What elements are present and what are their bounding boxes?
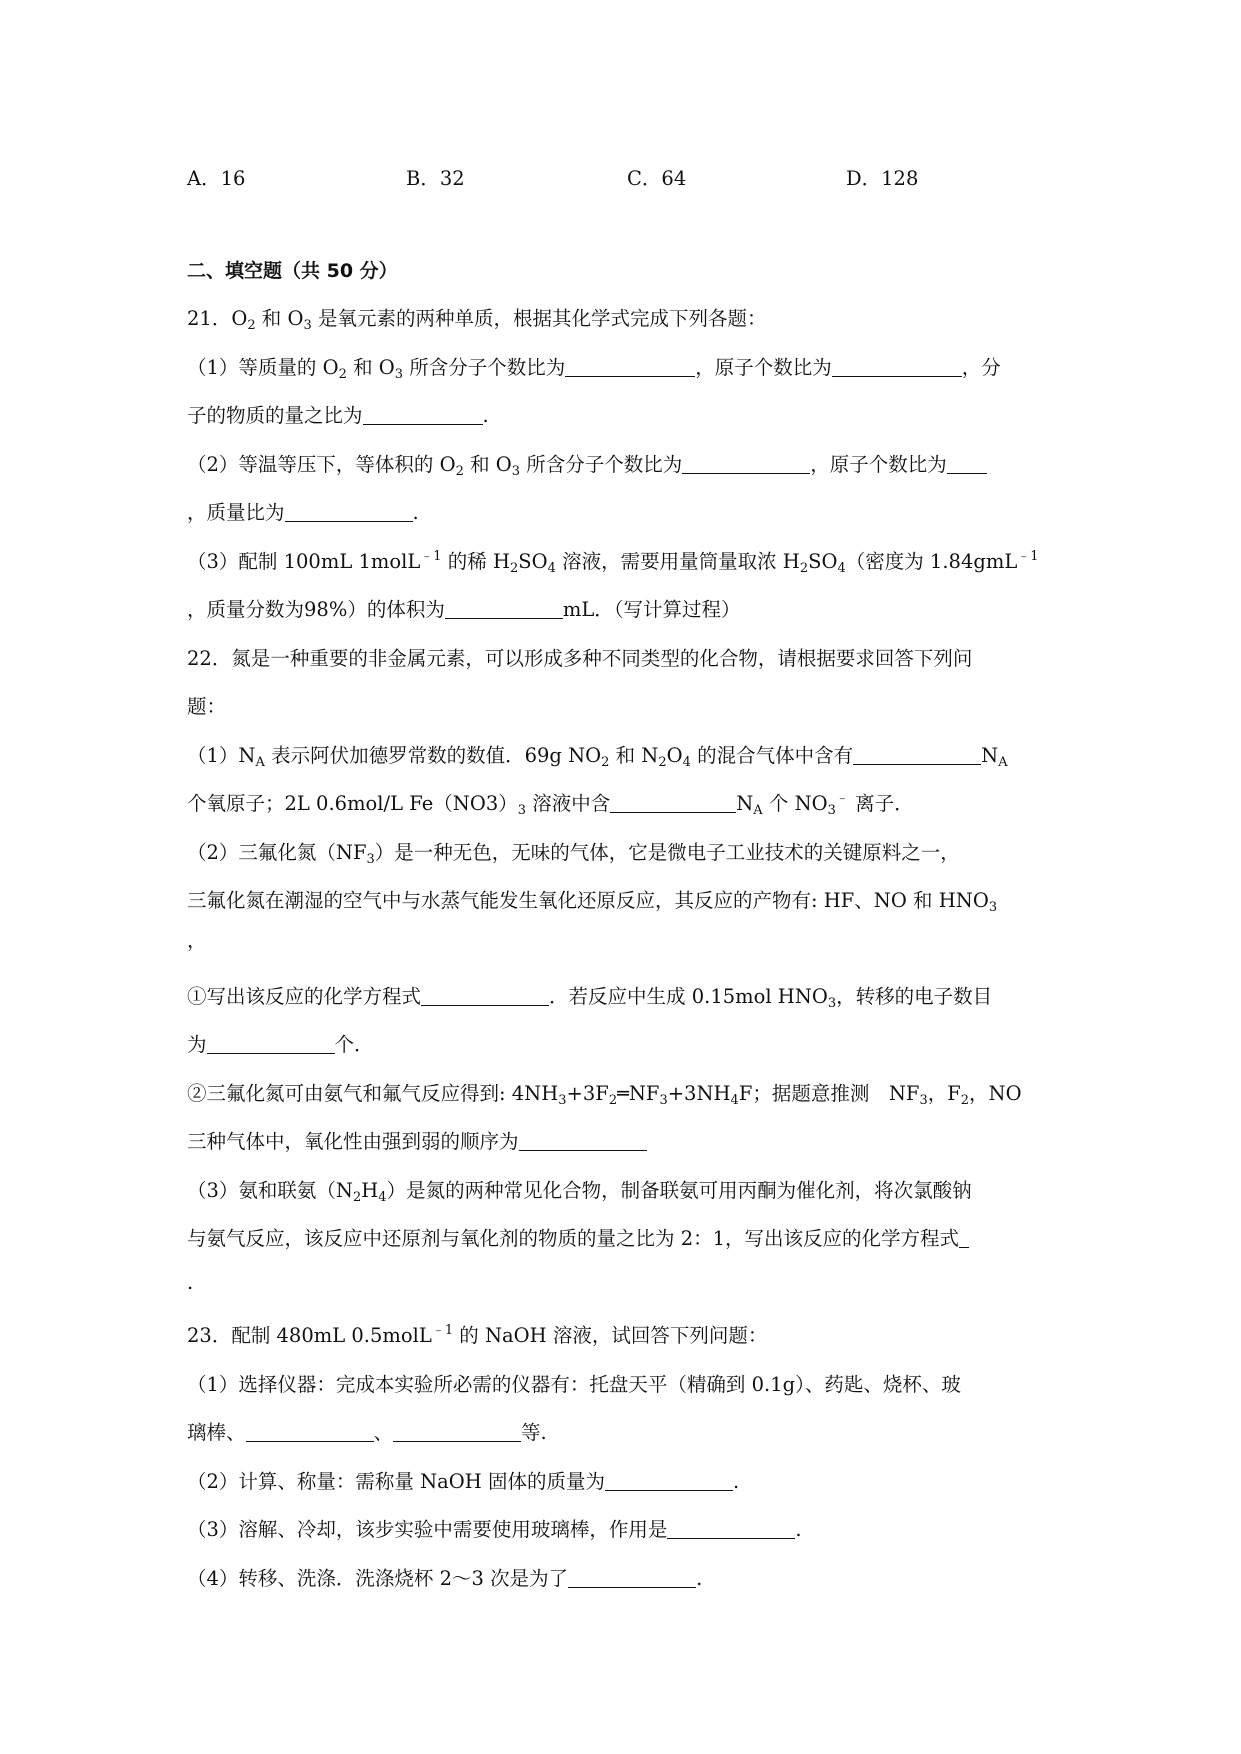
q21-part2-line1: （2）等温等压下，等体积的 $O_2$ 和 $O_3$ 所含分子个数比为 ，原子个数比为 (187, 452, 987, 478)
q23-stem: 23．配制 480mL 0.5molL$^{﹣1}$ 的 NaOH 溶液，试回答下列问题： (187, 1323, 768, 1347)
q22-sub2-line1: ②三氟化氮可由氨气和氟气反应得到: $4NH_3+3F_2═NF_3+3NH_4F$；据题意推测 $NF_3$，$F_2$，NO (187, 1082, 1022, 1108)
answer-blank[interactable] (853, 744, 981, 765)
q22-sub1-line1: ①写出该反应的化学方程式 ．若反应中生成 0.15mol $HNO_3$，转移的电子数目 (187, 985, 993, 1011)
q22-part2-line2: 三氟化氮在潮湿的空气中与水蒸气能发生氧化还原反应，其反应的产物有: HF、NO 和 $HNO_3$ (187, 889, 998, 915)
section-title: 二、填空题（共 50 分） (187, 260, 398, 282)
answer-blank[interactable] (667, 1518, 795, 1539)
q21-part1-line2: 子的物质的量之比为 . (187, 404, 489, 427)
option-c: C．64 (627, 167, 687, 190)
option-b: B．32 (406, 167, 465, 190)
q23-part3: （3）溶解、冷却，该步实验中需要使用玻璃棒，作用是 . (187, 1518, 802, 1541)
q22-part1-line1: $(1)N_A$ 表示阿伏加德罗常数的数值．69g $NO_2$ 和 $N_2O_4$ 的混合气体中含有 $N_A$ (187, 744, 1008, 770)
q22-part3-line1: （3）氨和联氨$(N_2H_4)$是氮的两种常见化合物，制备联氨可用丙酮为催化剂，将次氯酸钠 (187, 1179, 972, 1205)
q22-part1-line2: 个氧原子；2L 0.6mol/L $Fe(NO3)_3$ 溶液中含 $N_A$ 个 $NO_3^﹣$ 离子． (187, 791, 914, 818)
q21-part2-line2: ，质量比为 . (187, 501, 419, 524)
q23-part1-line1: （1）选择仪器：完成本实验所必需的仪器有：托盘天平（精确到 0.1g）、药匙、烧杯、玻 (187, 1373, 961, 1396)
q21-part3-line2: ，质量分数为98%）的体积为 mL．（写计算过程） (187, 598, 741, 621)
q22-stem-line1: 22．氮是一种重要的非金属元素，可以形成多种不同类型的化合物，请根据要求回答下列问 (187, 647, 973, 670)
answer-blank[interactable] (207, 1033, 335, 1054)
q21-stem: 21．$O_2$ 和 $O_3$ 是氧元素的两种单质，根据其化学式完成下列各题： (187, 307, 767, 333)
answer-blank[interactable] (610, 792, 736, 813)
q23-part1-line2: 璃棒、 、 等. (187, 1421, 547, 1444)
answer-blank[interactable] (959, 1227, 969, 1248)
answer-blank[interactable] (605, 1470, 733, 1491)
option-d: D．128 (846, 167, 919, 190)
q22-part3-line2: 与氨气反应，该反应中还原剂与氧化剂的物质的量之比为 2：1，写出该反应的化学方程式 (187, 1226, 969, 1252)
answer-blank[interactable] (246, 1421, 374, 1442)
q23-part2: （2）计算、称量：需称量 NaOH 固体的质量为 . (187, 1470, 740, 1493)
answer-blank[interactable] (445, 598, 563, 619)
answer-blank[interactable] (568, 1567, 696, 1588)
answer-blank[interactable] (393, 1421, 521, 1442)
q22-stem-line2: 题： (187, 695, 227, 718)
answer-blank[interactable] (565, 356, 695, 377)
q21-part1-line1: （1）等质量的 $O_2$ 和 $O_3$ 所含分子个数比为 ，原子个数比为 ，分 (187, 356, 1001, 382)
q21-part3-line1: （3）配制 100mL 1molL$^{﹣1}$ 的稀 $H_2SO_4$ 溶液，需要用量筒量取浓 $H_2SO_4$（密度为 1.84gmL$^{﹣1}$ (187, 549, 1039, 576)
q23-part4: （4）转移、洗涤．洗涤烧杯 2～3 次是为了 . (187, 1567, 703, 1590)
answer-blank[interactable] (832, 356, 962, 377)
q22-sub2-line2: 三种气体中，氧化性由强到弱的顺序为 (187, 1129, 647, 1155)
answer-blank[interactable] (421, 985, 549, 1006)
answer-blank[interactable] (363, 404, 483, 425)
answer-blank[interactable] (519, 1130, 647, 1151)
answer-blank[interactable] (285, 501, 413, 522)
answer-blank[interactable] (682, 453, 810, 474)
q22-part2-line3: ， (187, 929, 207, 952)
q22-part2-line1: （2）三氟化氮$(NF_3)$是一种无色，无味的气体，它是微电子工业技术的关键原料之一， (187, 841, 960, 867)
q22-part3-line3: . (187, 1271, 194, 1294)
option-a: A．16 (187, 167, 246, 190)
answer-blank[interactable] (947, 453, 987, 474)
q22-sub1-line2: 为 个． (187, 1033, 374, 1056)
